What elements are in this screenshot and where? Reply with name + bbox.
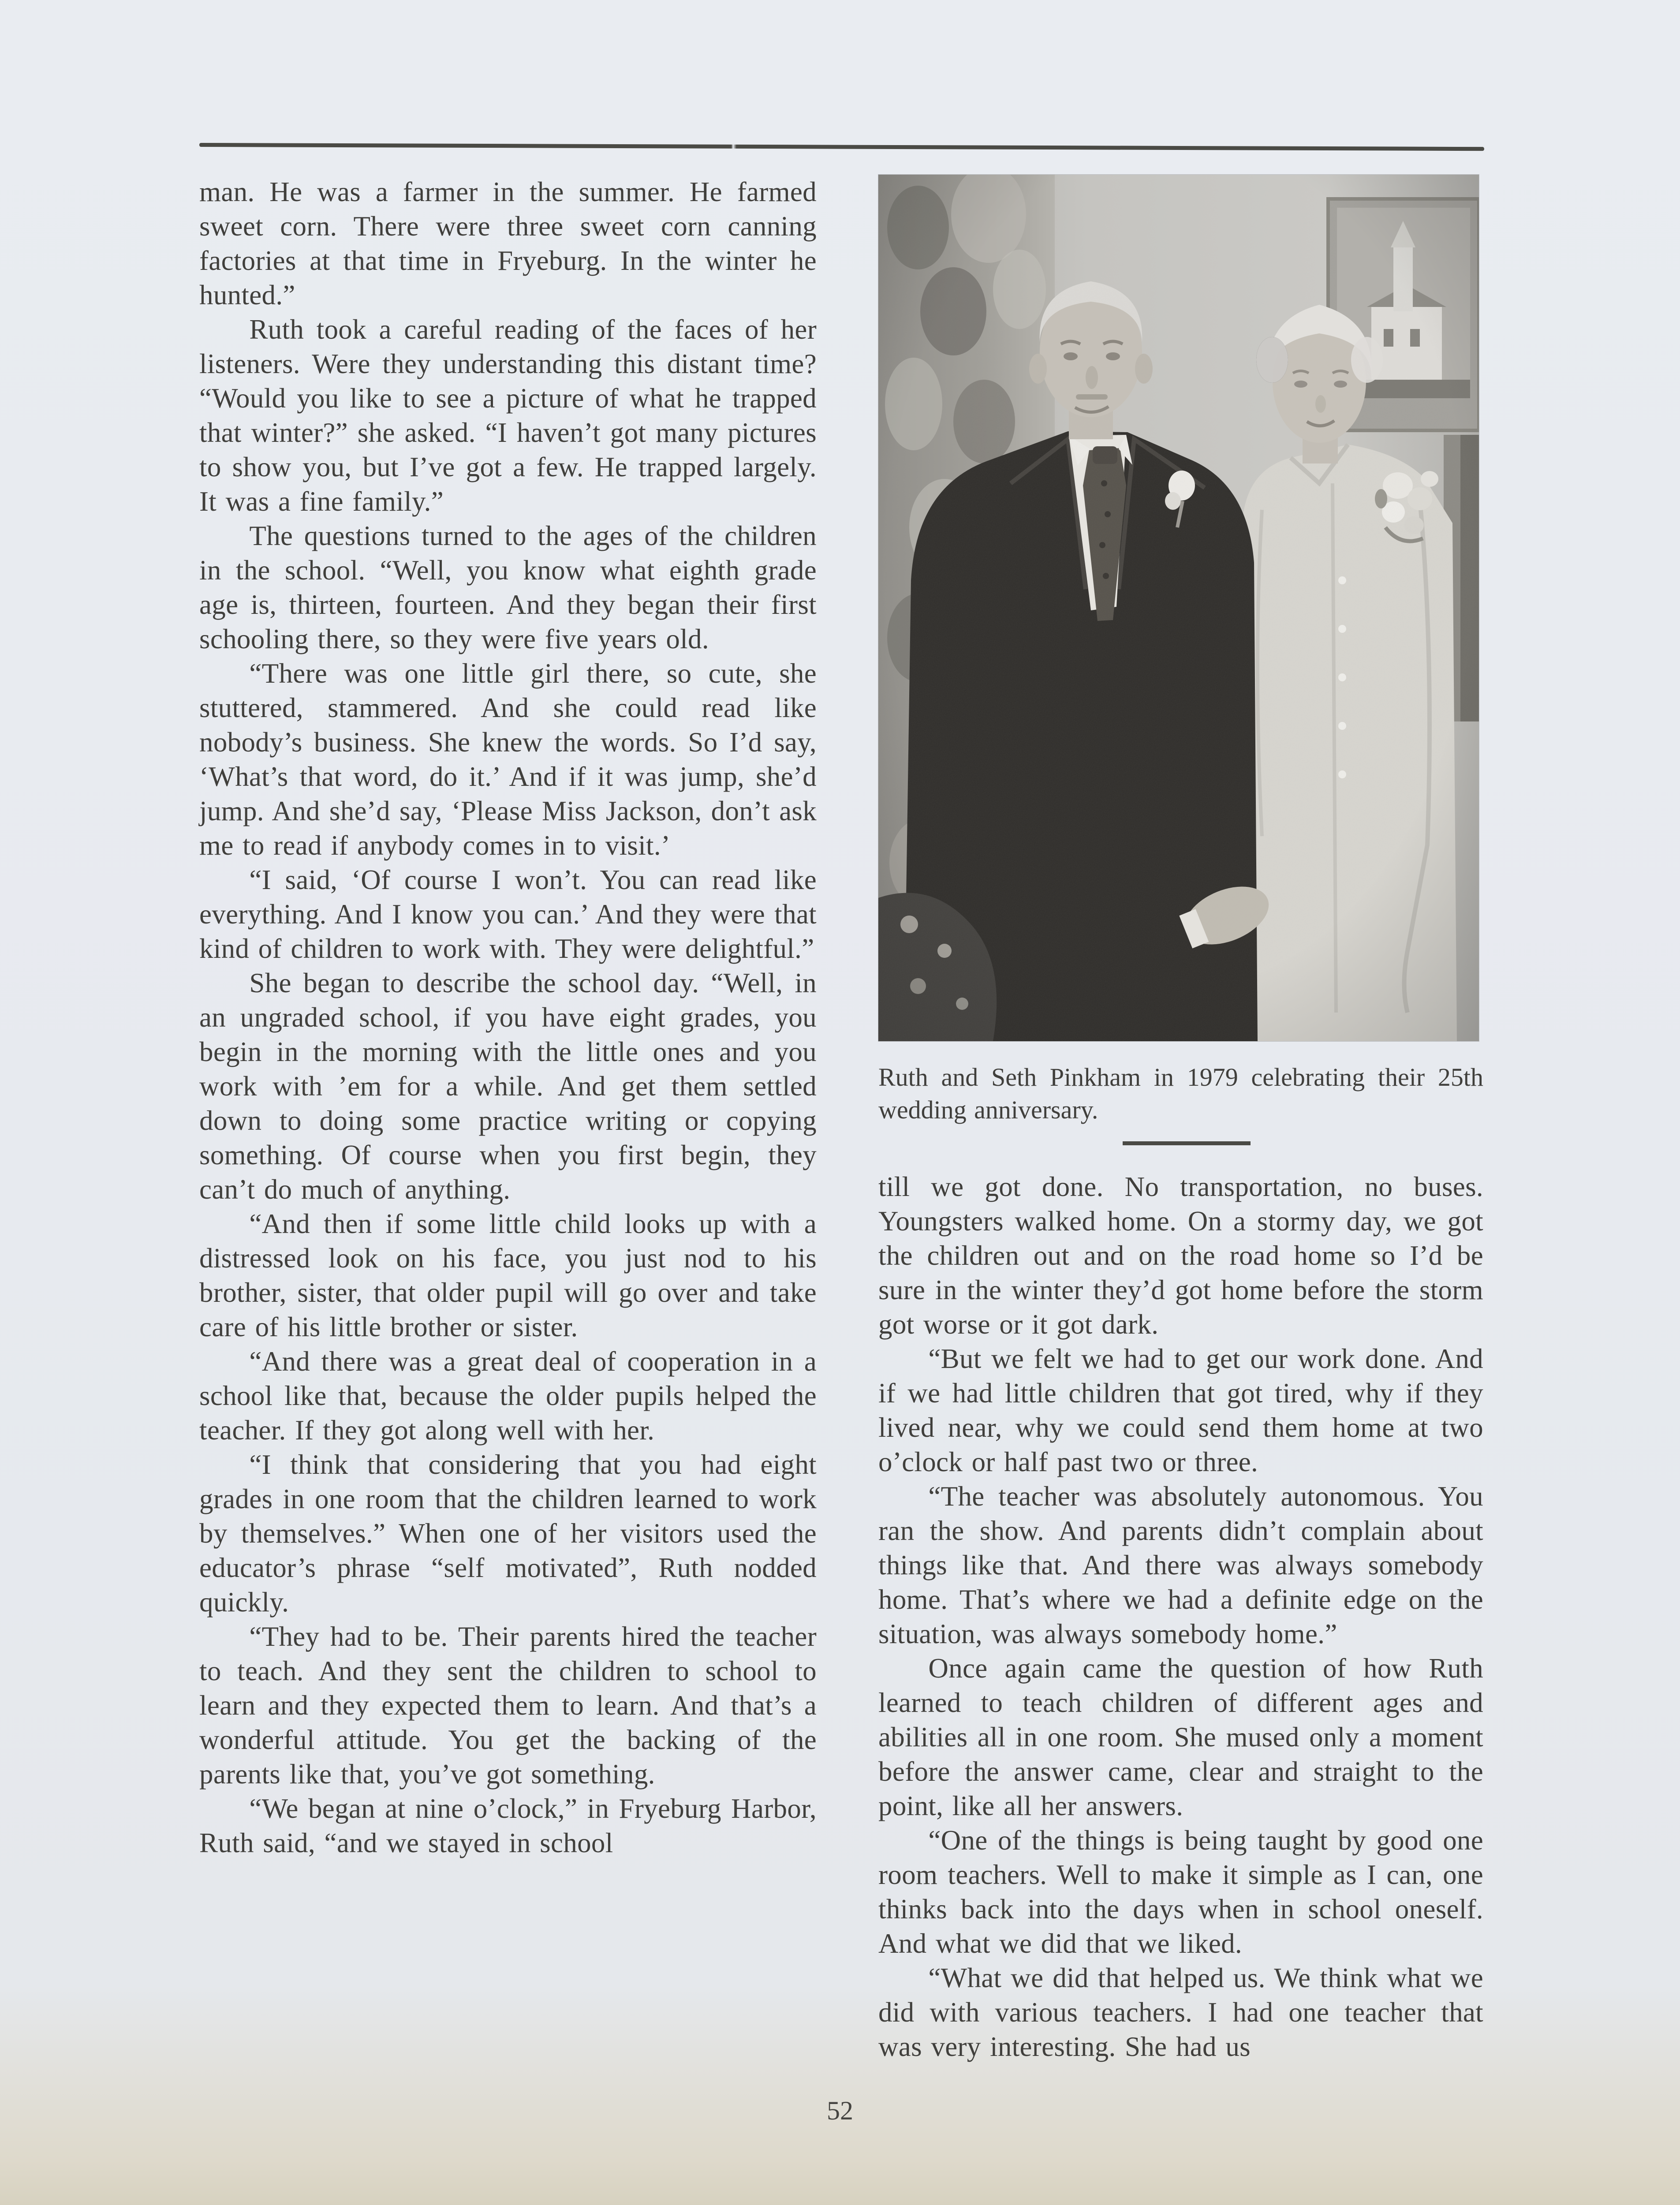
paragraph: “And then if some little child looks up with a distressed look on his face, you just nod to his brother, sister, that older pupil will go over and take care of his little brother or sister. [199,1208,817,1342]
paragraph: “There was one little girl there, so cute, she stuttered, stammered. And she could read like nobody’s business. She knew the words. So I’d say, ‘What’s that word, do it.’ And if it was jump, she’d jump. And she’d say, ‘Please Miss Jackson, don’t ask me to read if anybody comes in to visit.’ [199,658,817,861]
paragraph: “They had to be. Their parents hired the teacher to teach. And they sent the children to school to learn and they expected them to learn. And that’s a wonderful attitude. You get the backing of the parents like that, you’ve got something. [199,1621,817,1790]
header-rule [199,143,1484,151]
section-divider-rule [1123,1141,1251,1145]
paragraph: Once again came the question of how Ruth learned to teach children of different ages and abilities all in one room. She mused only a moment before the answer came, clear and straight to the point, like all her answers. [878,1653,1483,1821]
right-column [878,1170,1483,2064]
paragraph: Ruth took a careful reading of the faces of her listeners. Were they understanding this distant time? “Would you like to see a picture of what he trapped that winter?” she asked. “I haven’t got many pictures to show you, but I’ve got a few. He trapped largely. It was a fine family.” [199,314,817,517]
paragraph: “One of the things is being taught by good one room teachers. Well to make it simple as I can, one thinks back into the days when in school oneself. And what we did that we liked. [878,1825,1483,1959]
paragraph: “But we felt we had to get our work done. And if we had little children that got tired, why if they lived near, why we could send them home at two o’clock or half past two or three. [878,1343,1483,1477]
paragraph: She began to describe the school day. “Well, in an ungraded school, if you have eight grades, you begin in the morning with the little ones and you work with ’em for a while. And get them settled down to doing some practice writing or copying something. Of course when you first begin, they can’t do much of anything. [199,968,817,1205]
paragraph: “I think that considering that you had eight grades in one room that the children learned to work by themselves.” When one of her visitors used the educator’s phrase “self motivated”, Ruth nodded quickly. [199,1449,817,1618]
paragraph: The questions turned to the ages of the children in the school. “Well, you know what eighth grade age is, thirteen, fourteen. And they began their first schooling there, so they were five years old. [199,520,817,654]
paragraph: “The teacher was absolutely autonomous. You ran the show. And parents didn’t complain about things like that. And there was always somebody home. That’s where we had a definite edge on the situation, was always somebody home.” [878,1481,1483,1649]
paragraph: man. He was a farmer in the summer. He farmed sweet corn. There were three sweet corn canning factories at that time in Fryeburg. In the winter he hunted.” [199,176,817,310]
paragraph: till we got done. No transportation, no buses. Youngsters walked home. On a stormy day, we got the children out and on the road home so I’d be sure in the winter they’d got home before the storm got worse or it got dark. [878,1171,1483,1340]
anniversary-photo [878,175,1479,1041]
photo-caption: Ruth and Seth Pinkham in 1979 celebrating their 25th wedding anniversary. [878,1063,1483,1124]
paragraph: “I said, ‘Of course I won’t. You can read like everything. And I know you can.’ And they were that kind of children to work with. They were delightful.” [199,864,817,964]
anniversary-photo-art [878,175,1479,1041]
photo-grain [878,175,1479,1041]
left-column [199,175,817,1860]
paragraph: “And there was a great deal of cooperation in a school like that, because the older pupils helped the teacher. If they got along well with her. [199,1346,817,1446]
paragraph: “What we did that helped us. We think what we did with various teachers. I had one teacher that was very interesting. She had us [878,1962,1483,2062]
page-number: 52 [827,2096,853,2125]
paragraph: “We began at nine o’clock,” in Fryeburg Harbor, Ruth said, “and we stayed in school [199,1793,817,1858]
